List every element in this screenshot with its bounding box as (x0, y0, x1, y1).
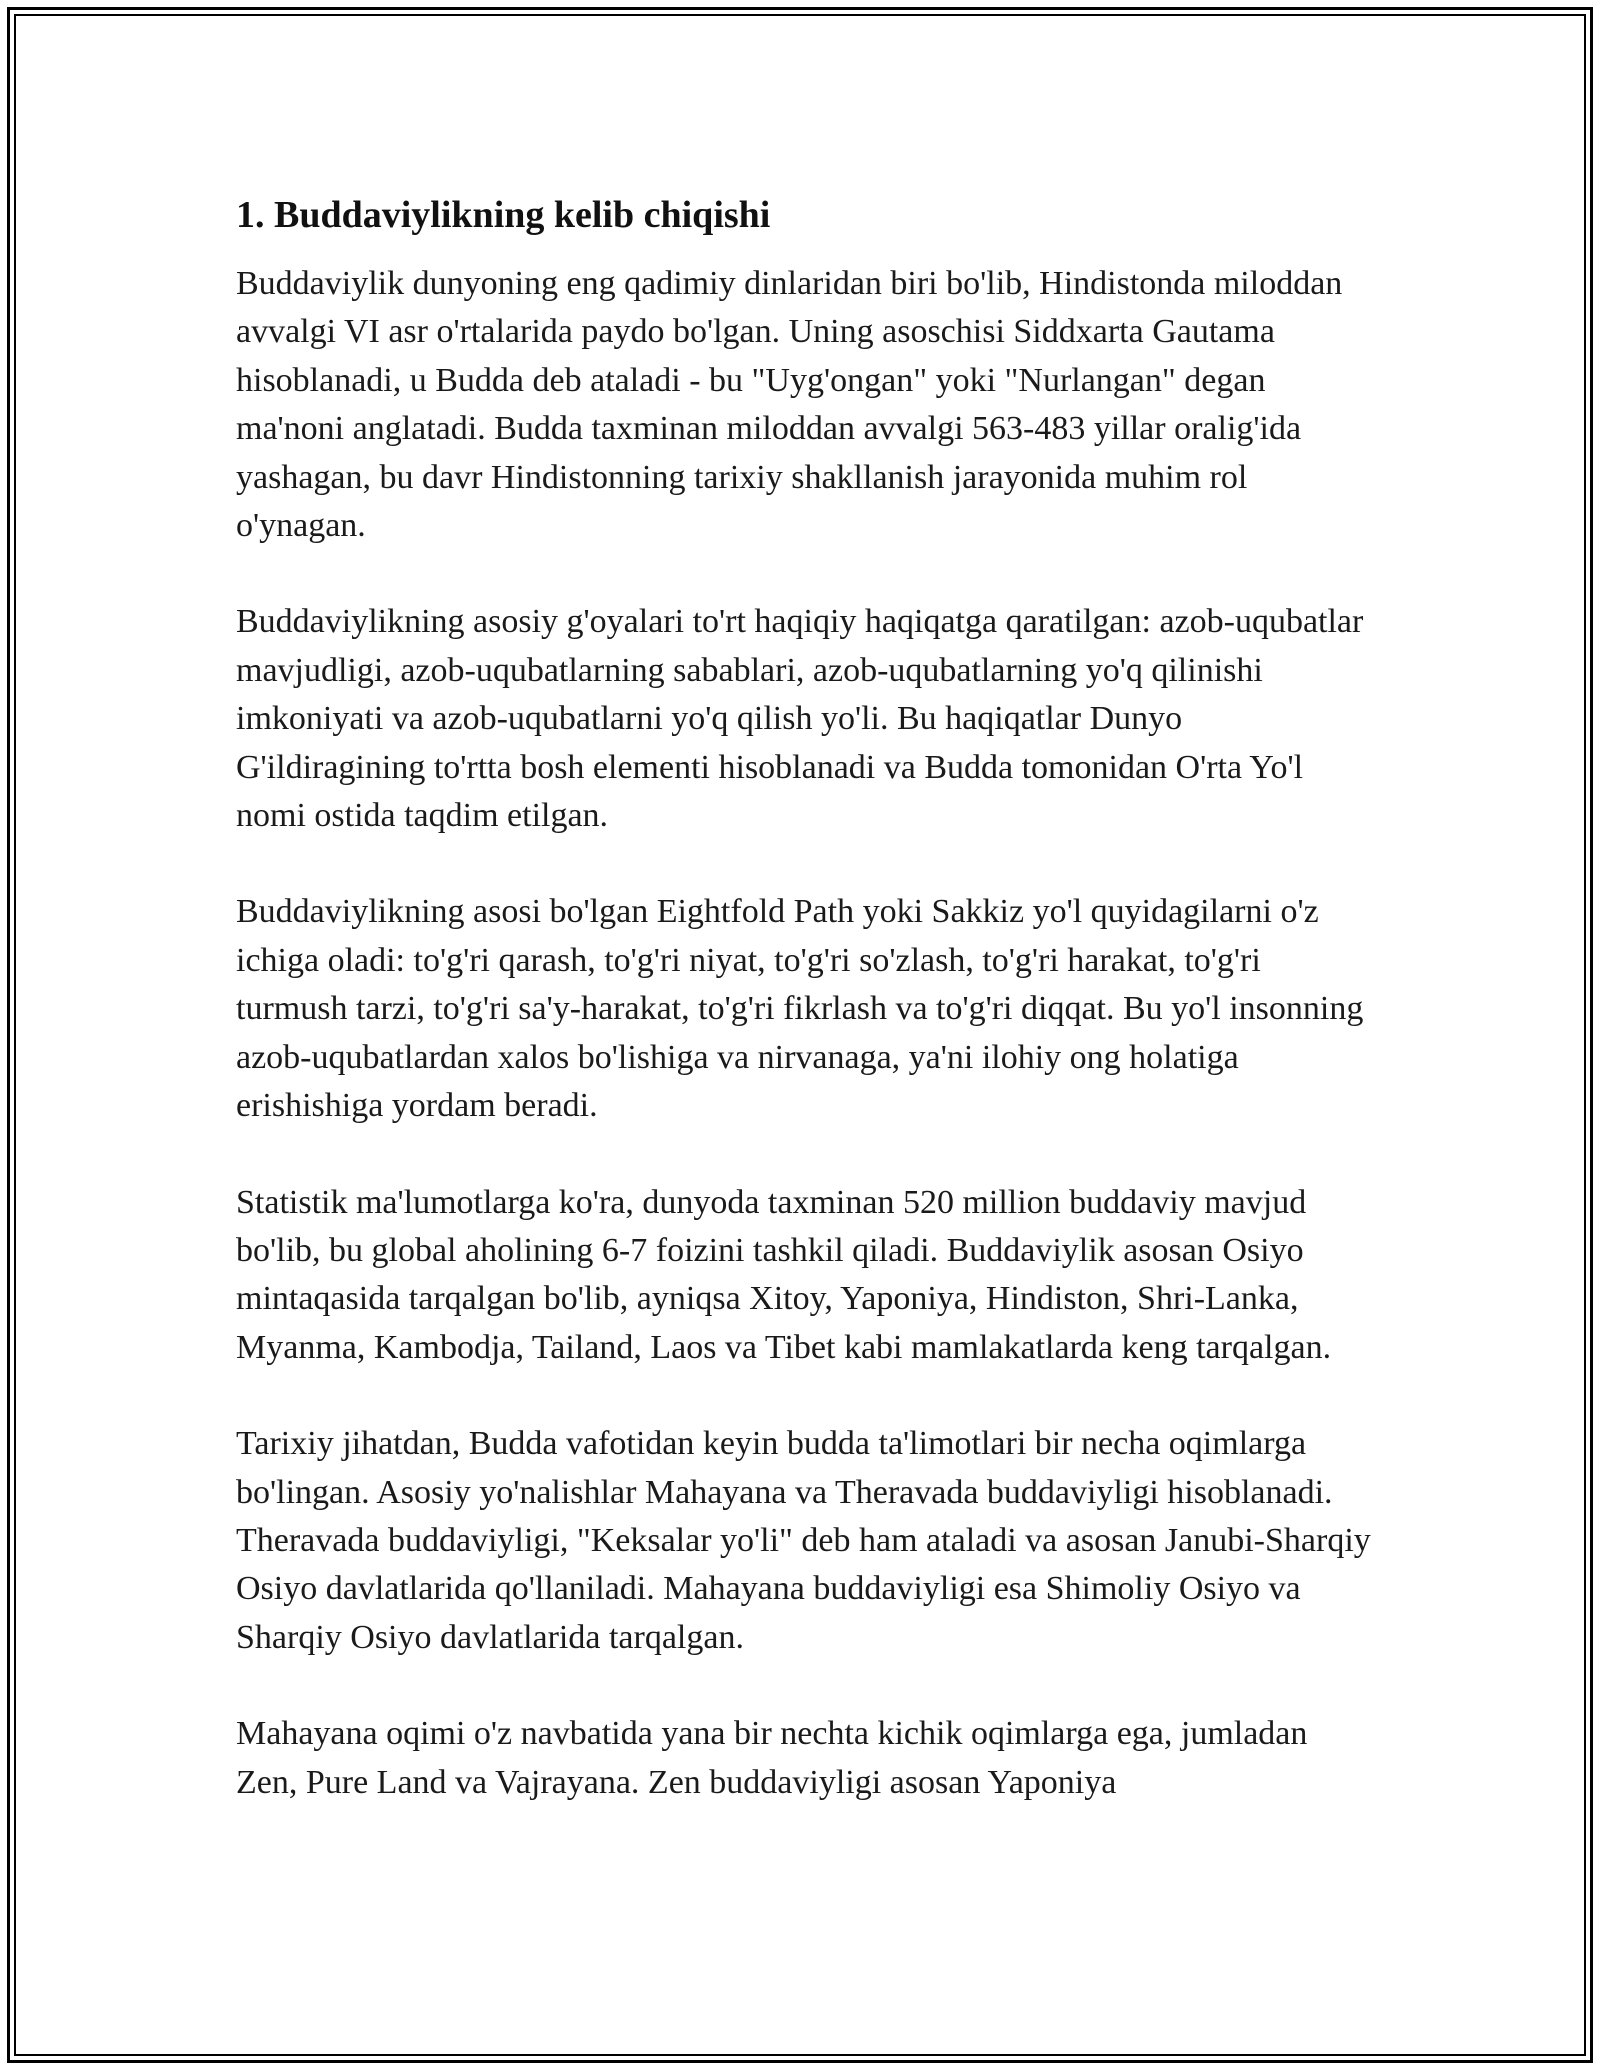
section-heading: 1. Buddaviylikning kelib chiqishi (236, 194, 771, 236)
document-body (236, 188, 1371, 1855)
paragraph-mahayana-branches: Mahayana oqimi o'z navbatida yana bir nechta kichik oqimlarga ega, jumladan Zen, Pure Land va Vajrayana. Zen buddaviyligi asosan Yaponiya (236, 1715, 1308, 1801)
paragraph-four-truths: Buddaviylikning asosiy g'oyalari to'rt haqiqiy haqiqatga qaratilgan: azob-uqubatlar mavjudligi, azob-uqubatlarning sabablari, azob-uqubatlarning yo'q qilinishi imkoniyati va azob-uqubatlarni yo'q qilish yo'li. Bu haqiqatlar Dunyo G'ildiragining to'rtta bosh elementi hisoblanadi va Budda tomonidan O'rta Yo'l nomi ostida taqdim etilgan. (236, 603, 1364, 835)
paragraph-statistics: Statistik ma'lumotlarga ko'ra, dunyoda taxminan 520 million buddaviy mavjud bo'lib, bu global aholining 6-7 foizini tashkil qiladi. Buddaviylik asosan Osiyo mintaqasida tarqalgan bo'lib, ayniqsa Xitoy, Yaponiya, Hindiston, Shri-Lanka, Myanma, Kambodja, Tailand, Laos va Tibet kabi mamlakatlarda keng tarqalgan. (236, 1183, 1332, 1366)
paragraph-origin: Buddaviylik dunyoning eng qadimiy dinlaridan biri bo'lib, Hindistonda miloddan avvalgi VI asr o'rtalarida paydo bo'lgan. Uning asoschisi Siddxarta Gautama hisoblanadi, u Budda deb ataladi - bu "Uyg'ongan" yoki "Nurlangan" degan ma'noni anglatadi. Budda taxminan miloddan avvalgi 563-483 yillar oralig'ida yashagan, bu davr Hindistonning tarixiy shakllanish jarayonida muhim rol o'ynagan. (236, 265, 1343, 545)
paragraph-schools: Tarixiy jihatdan, Budda vafotidan keyin budda ta'limotlari bir necha oqimlarga bo'lingan. Asosiy yo'nalishlar Mahayana va Theravada buddaviyligi hisoblanadi. Theravada buddaviyligi, "Keksalar yo'li" deb ham ataladi va asosan Janubi-Sharqiy Osiyo davlatlarida qo'llaniladi. Mahayana buddaviyligi esa Shimoliy Osiyo va Sharqiy Osiyo davlatlarida tarqalgan. (236, 1425, 1371, 1656)
paragraph-eightfold-path: Buddaviylikning asosi bo'lgan Eightfold Path yoki Sakkiz yo'l quyidagilarni o'z ichiga oladi: to'g'ri qarash, to'g'ri niyat, to'g'ri so'zlash, to'g'ri harakat, to'g'ri turmush tarzi, to'g'ri sa'y-harakat, to'g'ri fikrlash va to'g'ri diqqat. Bu yo'l insonning azob-uqubatlardan xalos bo'lishiga va nirvanaga, ya'ni ilohiy ong holatiga erishishiga yordam beradi. (236, 893, 1364, 1125)
